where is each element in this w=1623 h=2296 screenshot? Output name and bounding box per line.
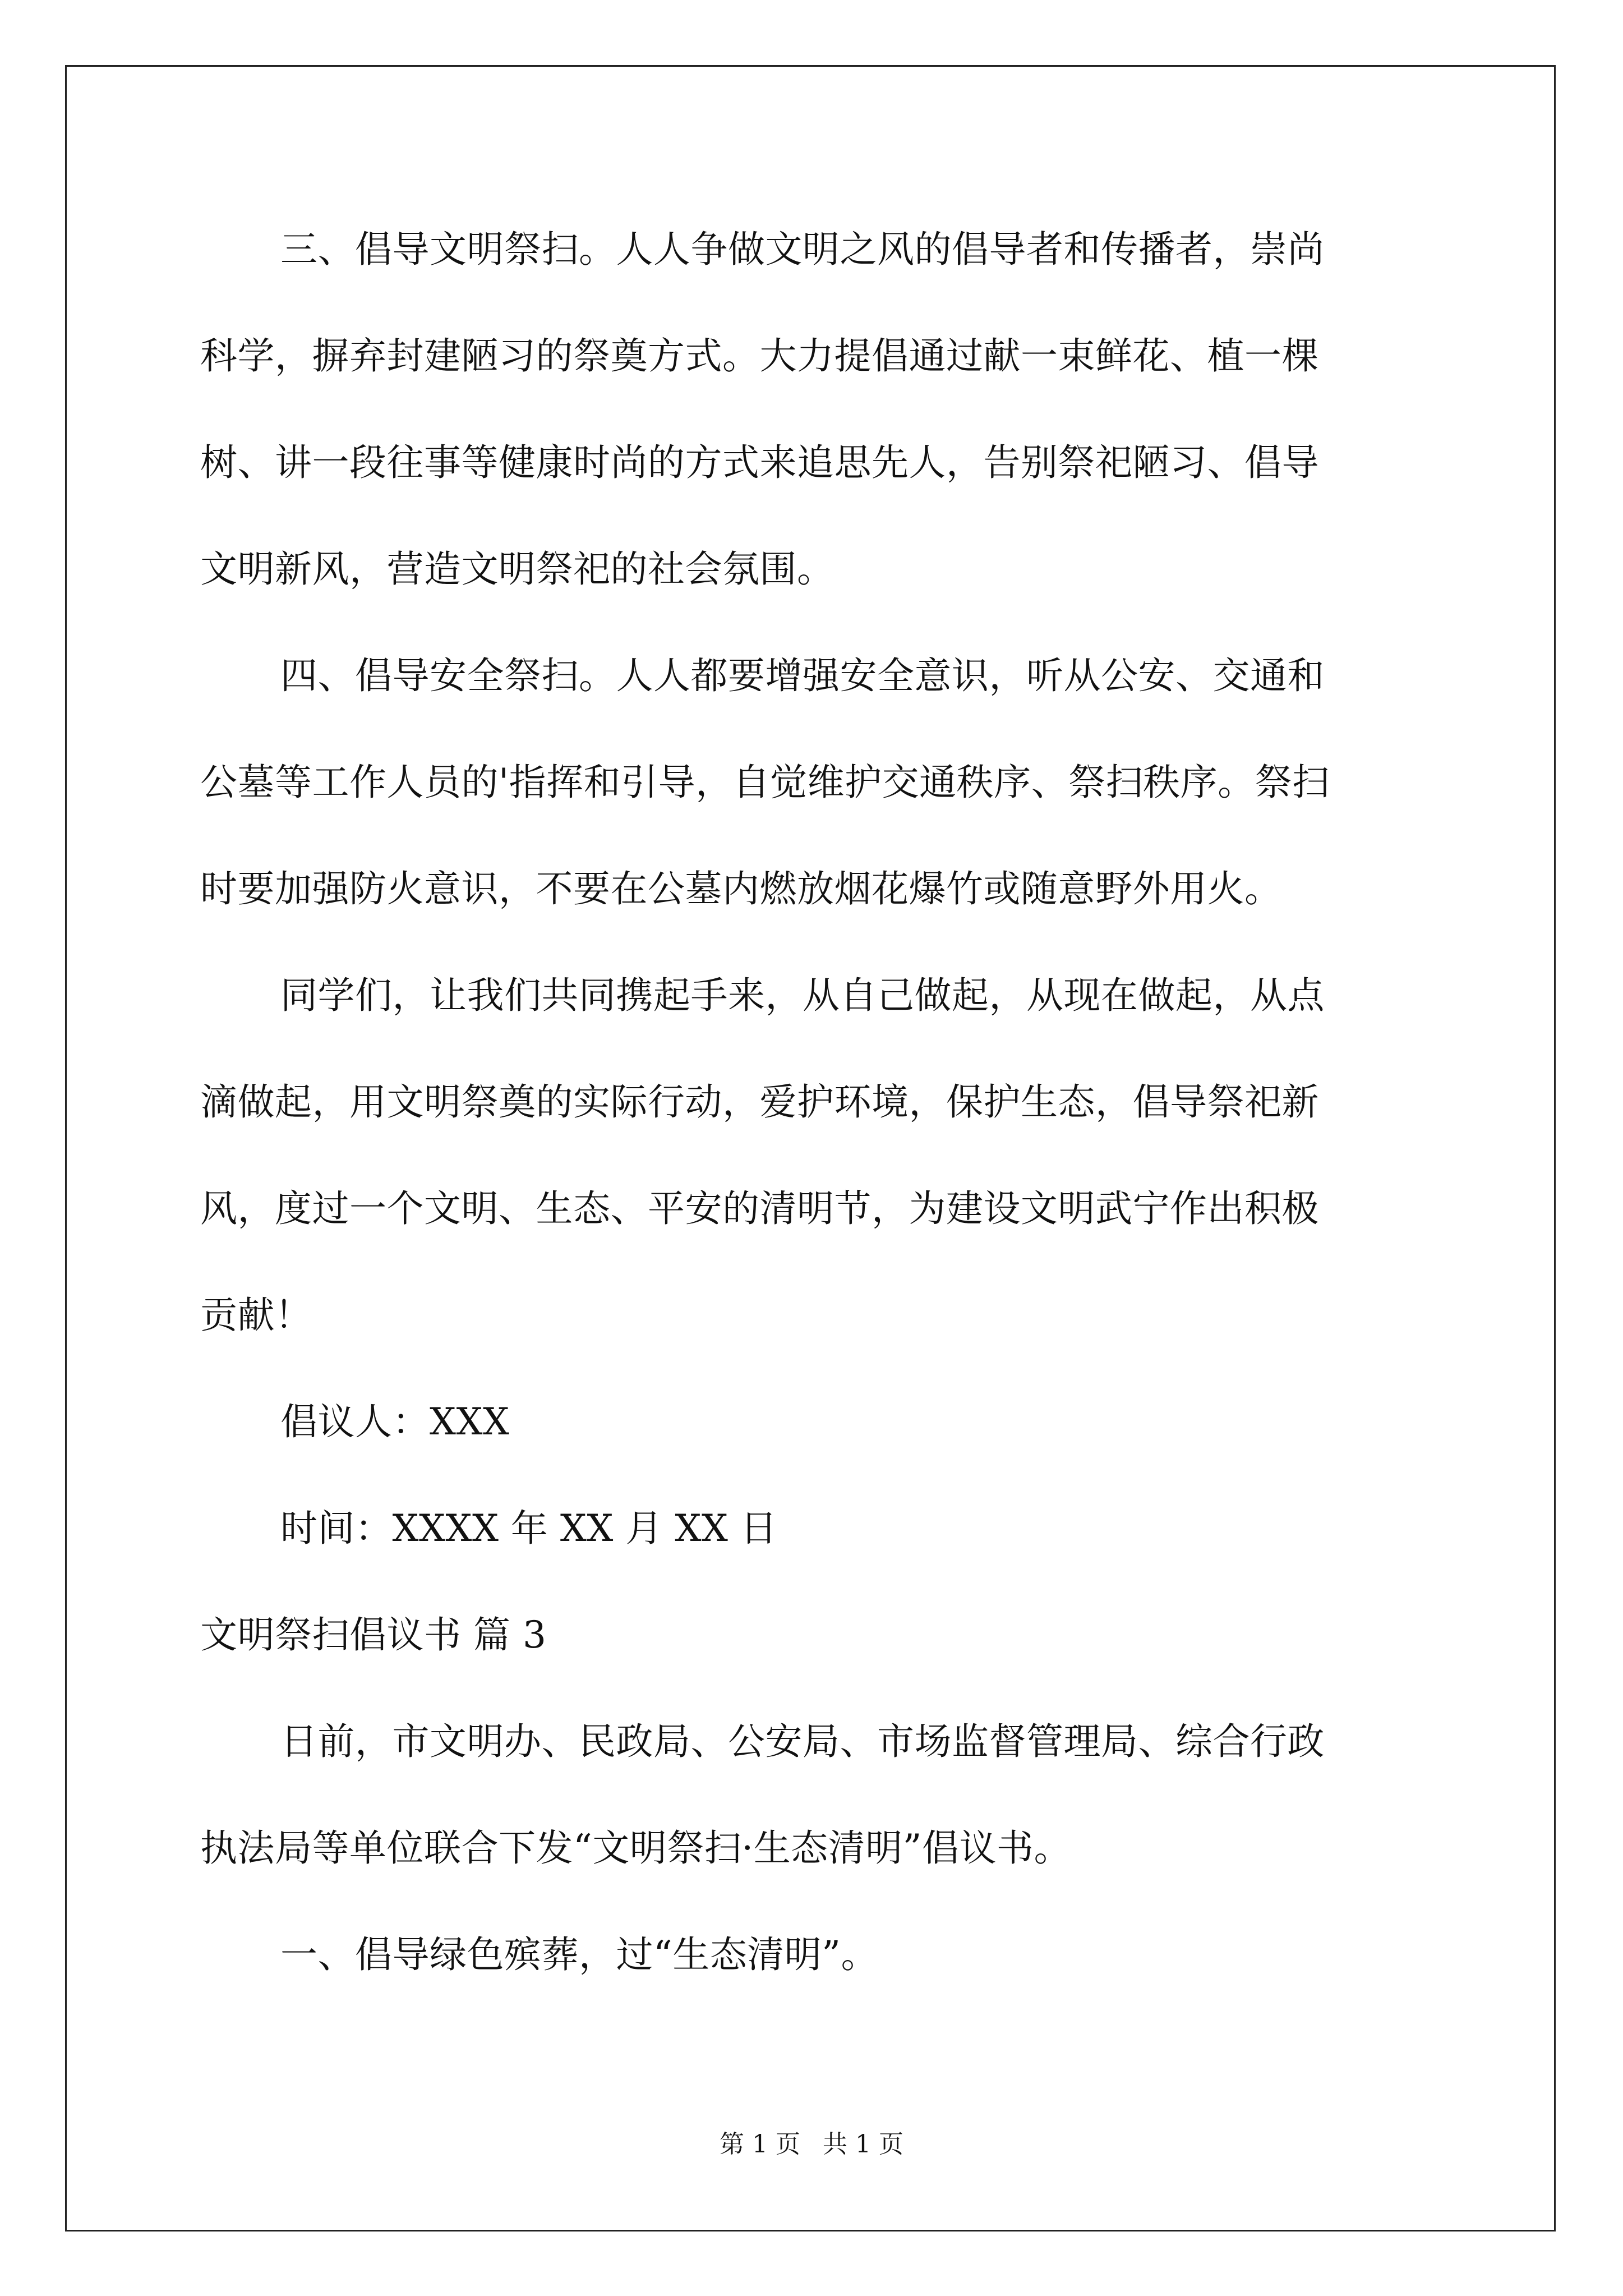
section-heading: 文明祭扫倡议书 篇 3 — [200, 1613, 547, 1657]
paragraph-3-line-1: 三、倡导文明祭扫。人人争做文明之风的倡导者和传播者，崇尚 — [280, 228, 1325, 271]
paragraph-4-line-2: 公墓等工作人员的'指挥和引导，自觉维护交通秩序、祭扫秩序。祭扫 — [200, 761, 1330, 804]
closing-line-2: 滴做起，用文明祭奠的实际行动，爱护环境，保护生态，倡导祭祀新 — [200, 1080, 1319, 1124]
paragraph-3-line-4: 文明新风，营造文明祭祀的社会氛围。 — [200, 547, 834, 591]
paragraph-4-line-1: 四、倡导安全祭扫。人人都要增强安全意识，听从公安、交通和 — [280, 654, 1325, 697]
page-total: 共 1 页 — [823, 2130, 903, 2159]
closing-line-1: 同学们，让我们共同携起手来，从自己做起，从现在做起，从点 — [280, 974, 1325, 1017]
closing-line-3: 风，度过一个文明、生态、平安的清明节，为建设文明武宁作出积极 — [200, 1187, 1319, 1230]
page-footer — [0, 2128, 1623, 2161]
paragraph-3-line-2: 科学，摒弃封建陋习的祭奠方式。大力提倡通过献一束鲜花、植一棵 — [200, 334, 1319, 378]
date-line: 时间：XXXX 年 XX 月 XX 日 — [280, 1507, 778, 1550]
item-1-line: 一、倡导绿色殡葬，过“生态清明”。 — [280, 1933, 878, 1976]
section-3-line-1: 日前，市文明办、民政局、公安局、市场监督管理局、综合行政 — [280, 1720, 1325, 1763]
page-number: 第 1 页 — [720, 2130, 800, 2159]
proposer-line: 倡议人：XXX — [280, 1400, 510, 1443]
closing-line-4: 贡献！ — [200, 1294, 312, 1337]
section-3-line-2: 执法局等单位联合下发“文明祭扫·生态清明”倡议书。 — [200, 1826, 1071, 1870]
paragraph-3-line-3: 树、讲一段往事等健康时尚的方式来追思先人，告别祭祀陋习、倡导 — [200, 441, 1319, 484]
paragraph-4-line-3: 时要加强防火意识，不要在公墓内燃放烟花爆竹或随意野外用火。 — [200, 867, 1282, 910]
page-border — [65, 65, 1556, 2231]
